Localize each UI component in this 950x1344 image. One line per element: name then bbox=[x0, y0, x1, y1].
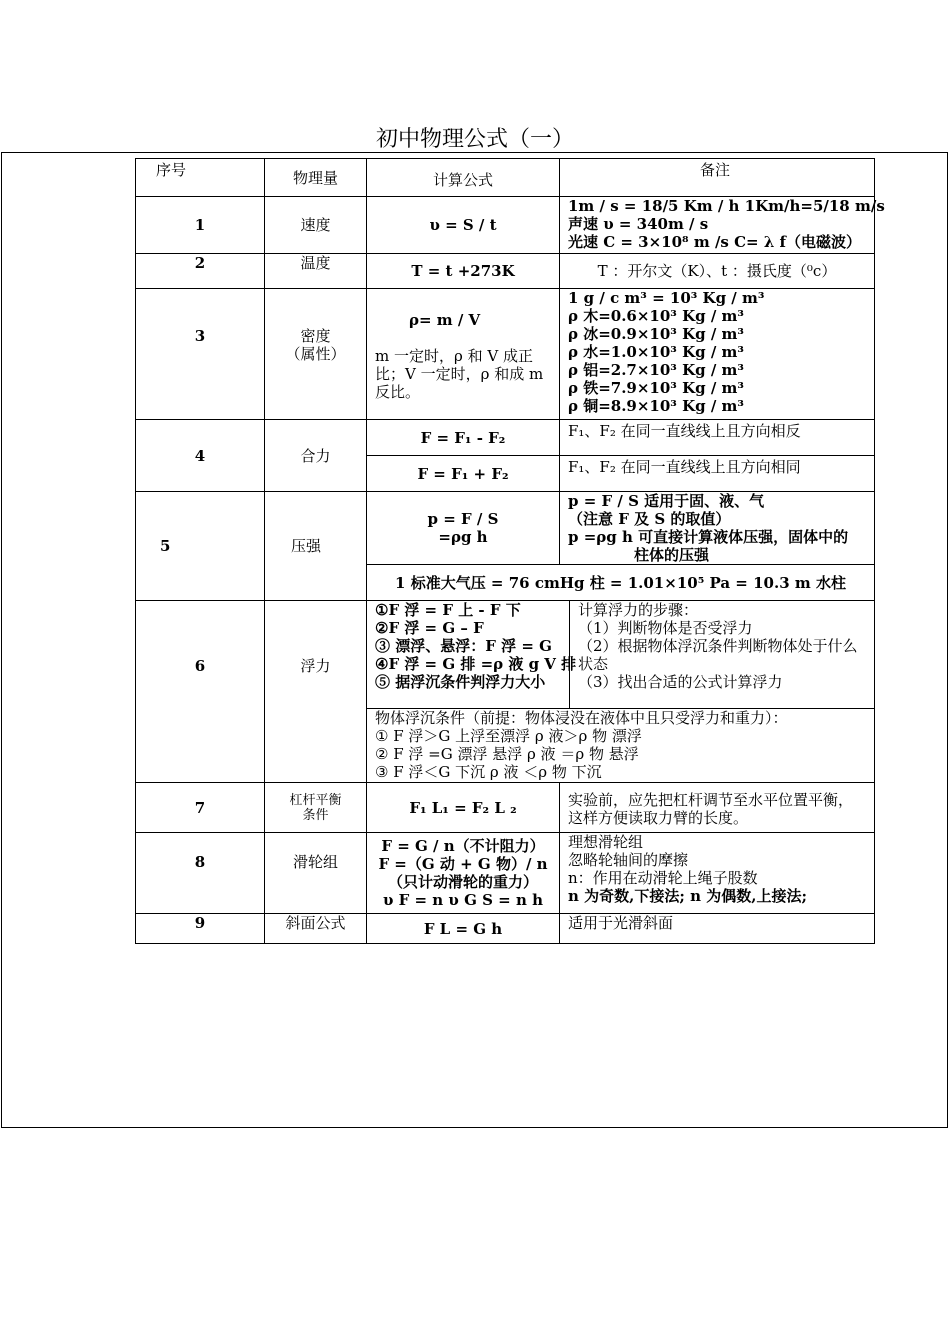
row5-atm: 1 标准大气压 = 76 cmHg 柱 = 1.01×10⁵ Pa = 10.3 m 水柱 bbox=[366, 564, 875, 601]
row9-note: 适用于光滑斜面 bbox=[559, 913, 875, 944]
row8-notes: 理想滑轮组 忽略轮轴间的摩擦 n：作用在动滑轮上绳子股数 n 为奇数,下接法; n 为偶数,上接法; bbox=[559, 832, 875, 914]
row3-note: 1 g / c m³ = 10³ Kg / m³ ρ 木=0.6×10³ Kg / m³ ρ 冰=0.9×10³ Kg / m³ ρ 水=1.0×10³ Kg / m³ ρ 铝=2.7×10³ Kg / m³ ρ 铁=7.9×10³ Kg / m³ ρ 铜=8.9×10³ Kg / m³ bbox=[559, 288, 875, 420]
header-note: 备注 bbox=[559, 158, 875, 197]
row9-formula: F L = G h bbox=[366, 913, 560, 944]
row6-num: 6 bbox=[135, 600, 265, 783]
row6-conditions: 物体浮沉条件（前提：物体浸没在液体中且只受浮力和重力）： ① F 浮＞G 上浮至漂浮 ρ 液＞ρ 物 漂浮 ② F 浮 =G 漂浮 悬浮 ρ 液 ＝ρ 物 悬浮 ③ F 浮＜G 下沉 ρ 液 ＜ρ 物 下沉 bbox=[366, 708, 875, 783]
row8-name: 滑轮组 bbox=[264, 832, 367, 914]
row8-formulas: F = G / n（不计阻力） F =（G 动 + G 物）/ n （只计动滑轮的重力） υ F = n υ G S = n h bbox=[366, 832, 560, 914]
row4-formula-b: F = F₁ + F₂ bbox=[366, 455, 560, 492]
row5-num: 5 bbox=[135, 491, 265, 601]
row2-name: 温度 bbox=[264, 253, 367, 289]
row6-formulas: ①F 浮 = F 上 - F 下 ②F 浮 = G – F ③ 漂浮、悬浮：F 浮 = G ④F 浮 = G 排 =ρ 液 g V 排 ⑤ 据浮沉条件判浮力大小 bbox=[366, 600, 570, 709]
row6-name: 浮力 bbox=[264, 600, 367, 783]
row4-note-a: F₁、F₂ 在同一直线线上且方向相反 bbox=[559, 419, 875, 456]
row9-name: 斜面公式 bbox=[264, 913, 367, 944]
row4-name: 合力 bbox=[264, 419, 367, 492]
header-seq: 序号 bbox=[135, 158, 265, 197]
page-title: 初中物理公式（一） bbox=[375, 127, 574, 152]
row5-formula: p = F / S =ρg h bbox=[366, 491, 560, 565]
row1-num: 1 bbox=[135, 196, 265, 254]
row3-num: 3 bbox=[135, 288, 265, 420]
row3-name: 密度 （属性） bbox=[264, 288, 367, 420]
row2-note: T ：开尔文（K）、t ：摄氏度（⁰c） bbox=[559, 253, 875, 289]
row7-note: 实验前，应先把杠杆调节至水平位置平衡，这样方便读取力臂的长度。 bbox=[559, 782, 875, 833]
row4-num: 4 bbox=[135, 419, 265, 492]
row8-num: 8 bbox=[135, 832, 265, 914]
row9-num: 9 bbox=[135, 913, 265, 944]
row1-note: 1m / s = 18/5 Km / h 1Km/h=5/18 m/s 声速 υ = 340m / s 光速 C = 3×10⁸ m /s C= λ f（电磁波） bbox=[559, 196, 875, 254]
row3-formula: ρ= m / V m 一定时，ρ 和 V 成正比；V 一定时，ρ 和成 m 反比。 bbox=[366, 288, 560, 420]
row2-formula: T = t +273K bbox=[366, 253, 560, 289]
row5-note: p = F / S 适用于固、液、气 （注意 F 及 S 的取值） p =ρg h 可直接计算液体压强，固体中的 柱体的压强 bbox=[559, 491, 875, 565]
row7-name: 杠杆平衡 条件 bbox=[264, 782, 367, 833]
row4-formula-a: F = F₁ - F₂ bbox=[366, 419, 560, 456]
row7-formula: F₁ L₁ = F₂ L ₂ bbox=[366, 782, 560, 833]
row1-formula: υ = S / t bbox=[366, 196, 560, 254]
row6-steps: 计算浮力的步骤： （1）判断物体是否受浮力 （2）根据物体浮沉条件判断物体处于什么状态 （3）找出合适的公式计算浮力 bbox=[569, 600, 875, 709]
header-formula: 计算公式 bbox=[366, 158, 560, 197]
row2-num: 2 bbox=[135, 253, 265, 289]
header-quantity: 物理量 bbox=[264, 158, 367, 197]
row5-name: 压强 bbox=[264, 491, 367, 601]
row1-name: 速度 bbox=[264, 196, 367, 254]
row7-num: 7 bbox=[135, 782, 265, 833]
row4-note-b: F₁、F₂ 在同一直线线上且方向相同 bbox=[559, 455, 875, 492]
